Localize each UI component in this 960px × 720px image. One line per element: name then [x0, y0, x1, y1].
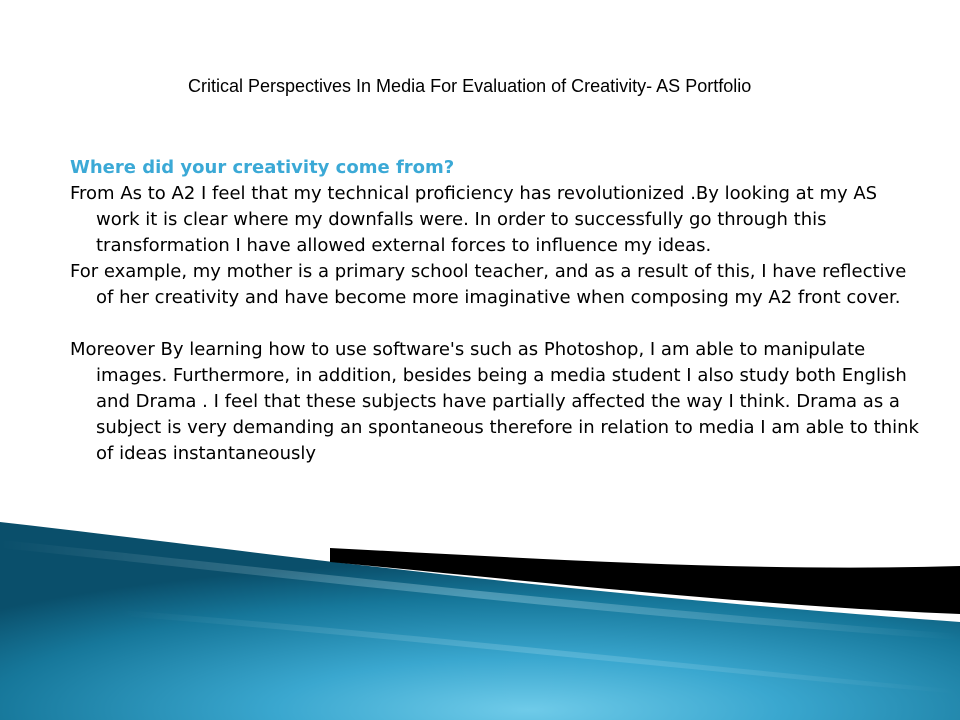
slide-title: Critical Perspectives In Media For Evaluation of Creativity- AS Portfolio [188, 76, 752, 96]
teal-wave-band [0, 522, 960, 720]
body-paragraph: For example, my mother is a primary school teacher, and as a result of this, I have reflective of her creativity and have become more imaginative when composing my A2 front cover. [70, 261, 907, 308]
body-paragraph: From As to A2 I feel that my technical proficiency has revolutionized .By looking at my AS work it is clear where my downfalls were. In order to successfully go through this transformation I have allowed external forces to influence my ideas. [70, 183, 878, 256]
body-paragraph: Moreover By learning how to use software's such as Photoshop, I am able to manipulate images. Furthermore, in addition, besides being a media student I also study both English and Drama . I feel that these subjects have partially affected the way I think. Drama as a subject is very demanding an spontaneous therefore in relation to media I am able to think of ideas instantaneously [70, 339, 919, 464]
slide-body [70, 155, 922, 467]
section-heading: Where did your creativity come from? [70, 157, 455, 178]
